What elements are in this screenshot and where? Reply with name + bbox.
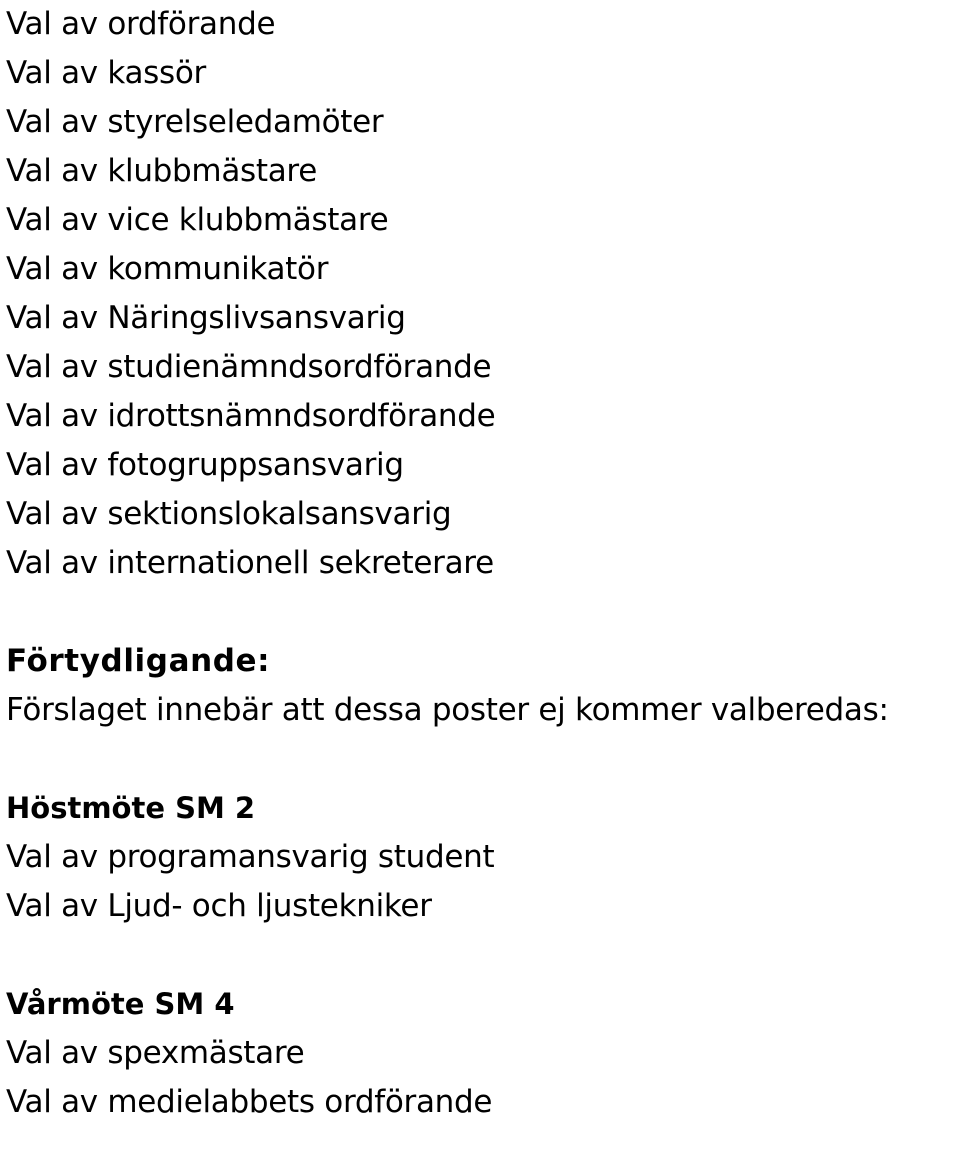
list-item: Val av sektionslokalsansvarig	[6, 496, 452, 532]
list-item: Val av vice klubbmästare	[6, 202, 389, 238]
clarification-text: Förslaget innebär att dessa poster ej kommer valberedas:	[6, 692, 889, 728]
spacer	[6, 588, 956, 637]
list-item: Val av kassör	[6, 55, 206, 91]
list-item: Val av medielabbets ordförande	[6, 1084, 493, 1120]
list-item: Val av kommunikatör	[6, 251, 329, 287]
list-item: Val av ordförande	[6, 6, 276, 42]
list-item: Val av internationell sekreterare	[6, 545, 494, 581]
list-item: Val av Näringslivsansvarig	[6, 300, 406, 336]
list-item: Val av styrelseledamöter	[6, 104, 384, 140]
spacer	[6, 931, 956, 980]
list-item: Val av studienämndsordförande	[6, 349, 492, 385]
list-item: Val av programansvarig student	[6, 839, 495, 875]
list-item: Val av idrottsnämndsordförande	[6, 398, 496, 434]
document-body	[6, 0, 956, 1127]
spacer	[6, 735, 956, 784]
clarification-heading: Förtydligande:	[6, 643, 271, 679]
spring-meeting-heading: Vårmöte SM 4	[6, 987, 235, 1021]
list-item: Val av Ljud- och ljustekniker	[6, 888, 432, 924]
autumn-meeting-heading: Höstmöte SM 2	[6, 791, 256, 825]
list-item: Val av klubbmästare	[6, 153, 317, 189]
list-item: Val av spexmästare	[6, 1035, 305, 1071]
list-item: Val av fotogruppsansvarig	[6, 447, 404, 483]
